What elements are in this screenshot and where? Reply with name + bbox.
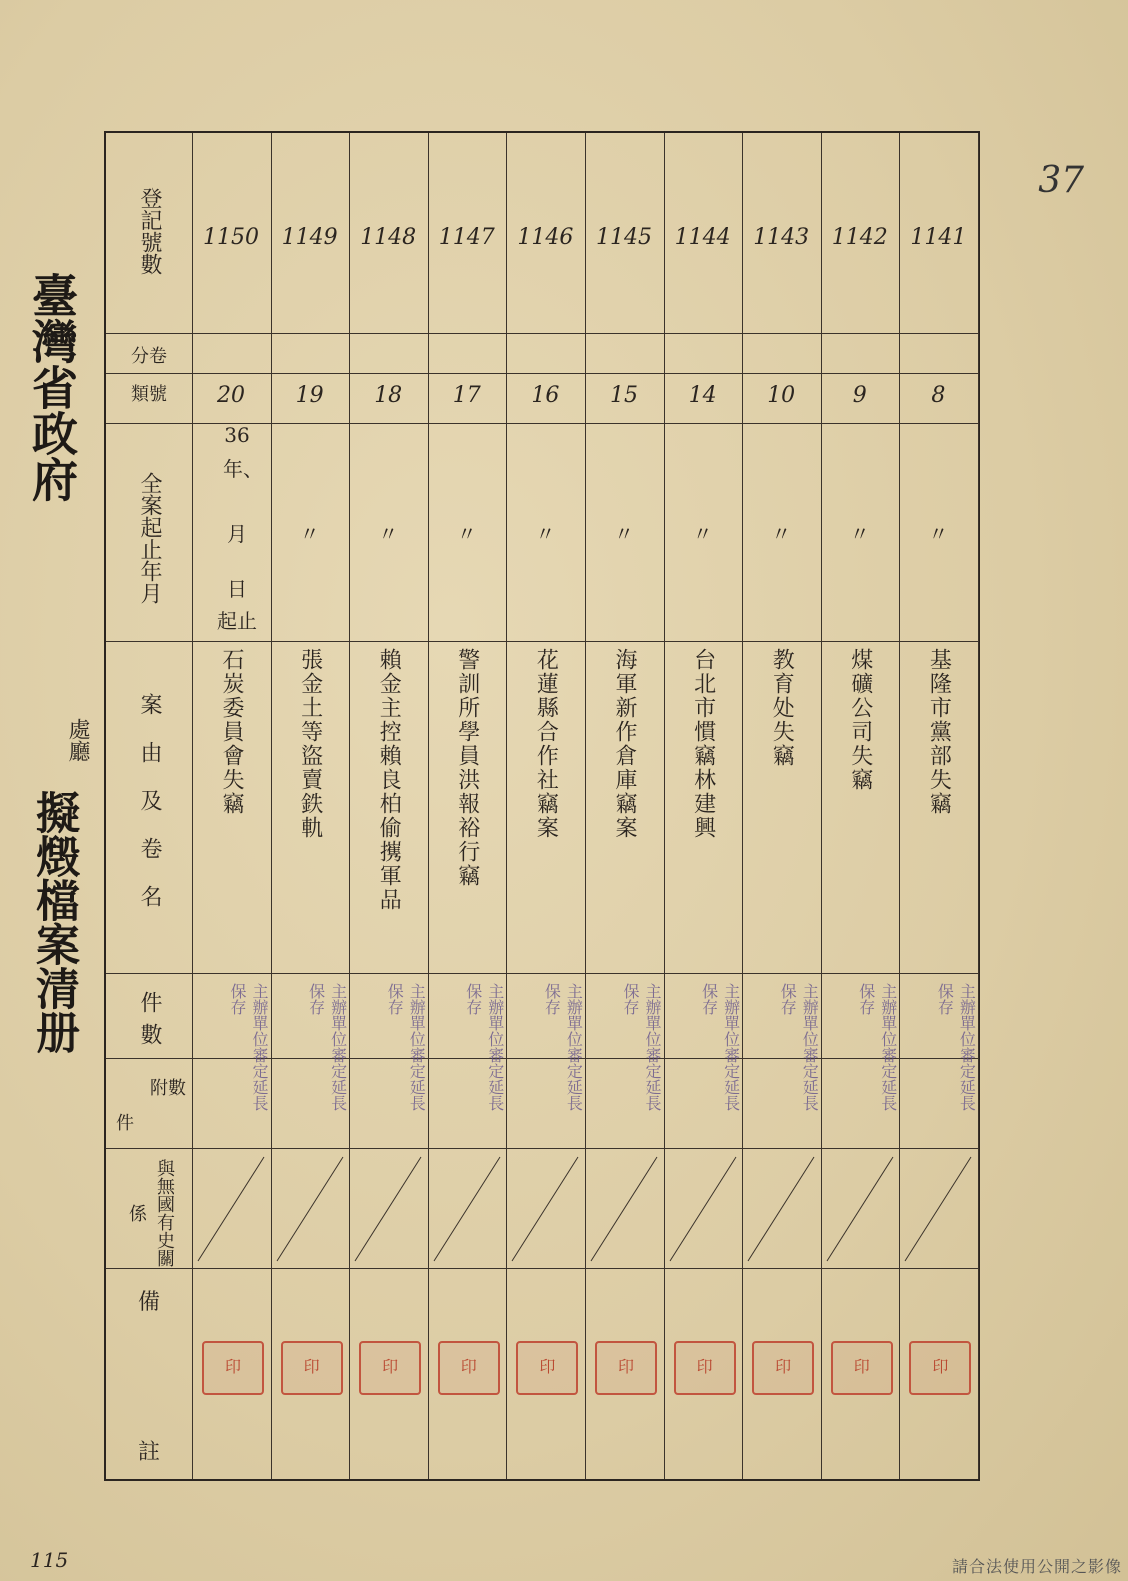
grid-hline — [106, 423, 978, 424]
class-number: 17 — [452, 383, 481, 408]
history-diagonal — [821, 1153, 899, 1265]
label-remark-1: 備 — [137, 1290, 160, 1315]
department-label: 處廳 — [65, 718, 90, 762]
retention-stamp-text: 主辦單位審定延長保存 — [463, 983, 505, 1111]
date-ditto: 〃 — [849, 522, 870, 546]
case-subject: 警訓所學員洪報裕行竊 — [454, 648, 480, 888]
retention-stamp-text: 主辦單位審定延長保存 — [856, 983, 898, 1111]
grid-vline — [978, 133, 979, 1479]
retention-stamp-text: 主辦單位審定延長保存 — [306, 983, 348, 1111]
case-subject: 煤礦公司失竊 — [847, 648, 873, 792]
retention-stamp-text: 主辦單位審定延長保存 — [621, 983, 662, 1111]
page-subtitle: 擬燬檔案清册 — [28, 790, 79, 1054]
class-number: 18 — [374, 383, 403, 408]
grid-hline — [106, 373, 978, 374]
page-mark: 37 — [1038, 160, 1084, 201]
footer-number: 115 — [30, 1548, 69, 1572]
label-attachment-count: 附數 — [150, 1078, 186, 1099]
class-number: 19 — [295, 383, 324, 408]
label-remark-2: 註 — [137, 1440, 160, 1465]
registration-number: 1142 — [831, 225, 888, 250]
seal-stamp: 印 — [909, 1341, 971, 1395]
grid-hline — [106, 1268, 978, 1269]
label-class-1: 分卷 — [131, 346, 167, 367]
seal-stamp: 印 — [202, 1341, 264, 1395]
date-ditto: 〃 — [614, 522, 634, 546]
history-diagonal — [428, 1153, 506, 1265]
seal-stamp: 印 — [281, 1341, 343, 1395]
label-registration-number: 登記號數 — [137, 187, 162, 275]
class-number: 8 — [931, 383, 946, 408]
registration-number: 1146 — [517, 225, 574, 250]
class-number: 14 — [688, 383, 717, 408]
date-ditto: 〃 — [928, 522, 949, 546]
retention-stamp-text: 主辦單位審定延長保存 — [228, 983, 269, 1111]
history-diagonal — [506, 1153, 584, 1265]
date-year-label: 年、 — [223, 457, 263, 481]
seal-stamp: 印 — [674, 1341, 736, 1395]
date-ditto: 〃 — [771, 522, 792, 546]
history-diagonal — [585, 1153, 663, 1265]
retention-stamp-text: 主辦單位審定延長保存 — [935, 983, 977, 1111]
case-subject: 台北市慣竊林建興 — [690, 648, 716, 840]
label-date-range: 全案起止年月 — [137, 472, 162, 604]
date-day-label: 日 — [227, 577, 247, 601]
label-attachment: 件 — [116, 1113, 134, 1134]
registration-number: 1149 — [281, 225, 338, 250]
register-table — [104, 131, 980, 1481]
case-subject: 基隆市黨部失竊 — [926, 648, 952, 816]
registration-number: 1150 — [203, 225, 259, 250]
date-range-label: 起止 — [217, 609, 257, 633]
registration-number: 1144 — [674, 225, 731, 250]
seal-stamp: 印 — [516, 1341, 578, 1395]
date-ditto: 〃 — [378, 522, 399, 546]
history-diagonal — [742, 1153, 820, 1265]
date-ditto: 〃 — [692, 522, 713, 546]
date-year: 36 — [224, 423, 250, 447]
label-count: 件數 — [137, 991, 162, 1055]
retention-stamp-text: 主辦單位審定延長保存 — [385, 983, 427, 1111]
class-number: 16 — [531, 383, 560, 408]
history-diagonal — [192, 1153, 270, 1265]
date-ditto: 〃 — [299, 522, 320, 546]
retention-stamp-text: 主辦單位審定延長保存 — [778, 983, 820, 1111]
case-subject: 花蓮縣合作社竊案 — [533, 648, 559, 840]
case-subject: 賴金主控賴良柏偷㩗軍品 — [376, 648, 402, 912]
label-class-2: 類號 — [131, 384, 167, 405]
history-diagonal — [349, 1153, 427, 1265]
class-number: 10 — [767, 383, 796, 408]
history-diagonal — [664, 1153, 742, 1265]
class-number: 20 — [217, 383, 245, 408]
watermark: 請合法使用公開之影像 — [951, 1557, 1122, 1576]
grid-hline — [106, 333, 978, 334]
page-title: 臺灣省政府 — [25, 272, 79, 502]
seal-stamp: 印 — [752, 1341, 814, 1395]
date-ditto: 〃 — [535, 522, 556, 546]
grid-hline — [106, 1148, 978, 1149]
seal-stamp: 印 — [438, 1341, 500, 1395]
seal-stamp: 印 — [359, 1341, 421, 1395]
label-history-relation: 與無國有史關係 — [126, 1159, 175, 1267]
registration-number: 1141 — [910, 225, 967, 250]
registration-number: 1143 — [753, 225, 810, 250]
registration-number: 1147 — [438, 225, 495, 250]
case-subject: 張金土等盜賣鉄軌 — [297, 648, 323, 840]
case-subject: 海軍新作倉庫竊案 — [612, 648, 637, 840]
case-subject: 教育处失竊 — [769, 648, 795, 768]
registration-number: 1148 — [360, 225, 417, 250]
case-subject: 石炭委員會失竊 — [219, 648, 244, 816]
history-diagonal — [899, 1153, 977, 1265]
retention-stamp-text: 主辦單位審定延長保存 — [699, 983, 741, 1111]
date-month-label: 月 — [227, 522, 247, 546]
class-number: 15 — [610, 383, 638, 408]
seal-stamp: 印 — [831, 1341, 893, 1395]
grid-hline — [106, 641, 978, 642]
registration-number: 1145 — [596, 225, 652, 250]
seal-stamp: 印 — [595, 1341, 657, 1395]
label-subject: 案由及卷名 — [137, 693, 162, 933]
date-ditto: 〃 — [456, 522, 477, 546]
retention-stamp-text: 主辦單位審定延長保存 — [542, 983, 584, 1111]
history-diagonal — [271, 1153, 349, 1265]
class-number: 9 — [852, 383, 867, 408]
